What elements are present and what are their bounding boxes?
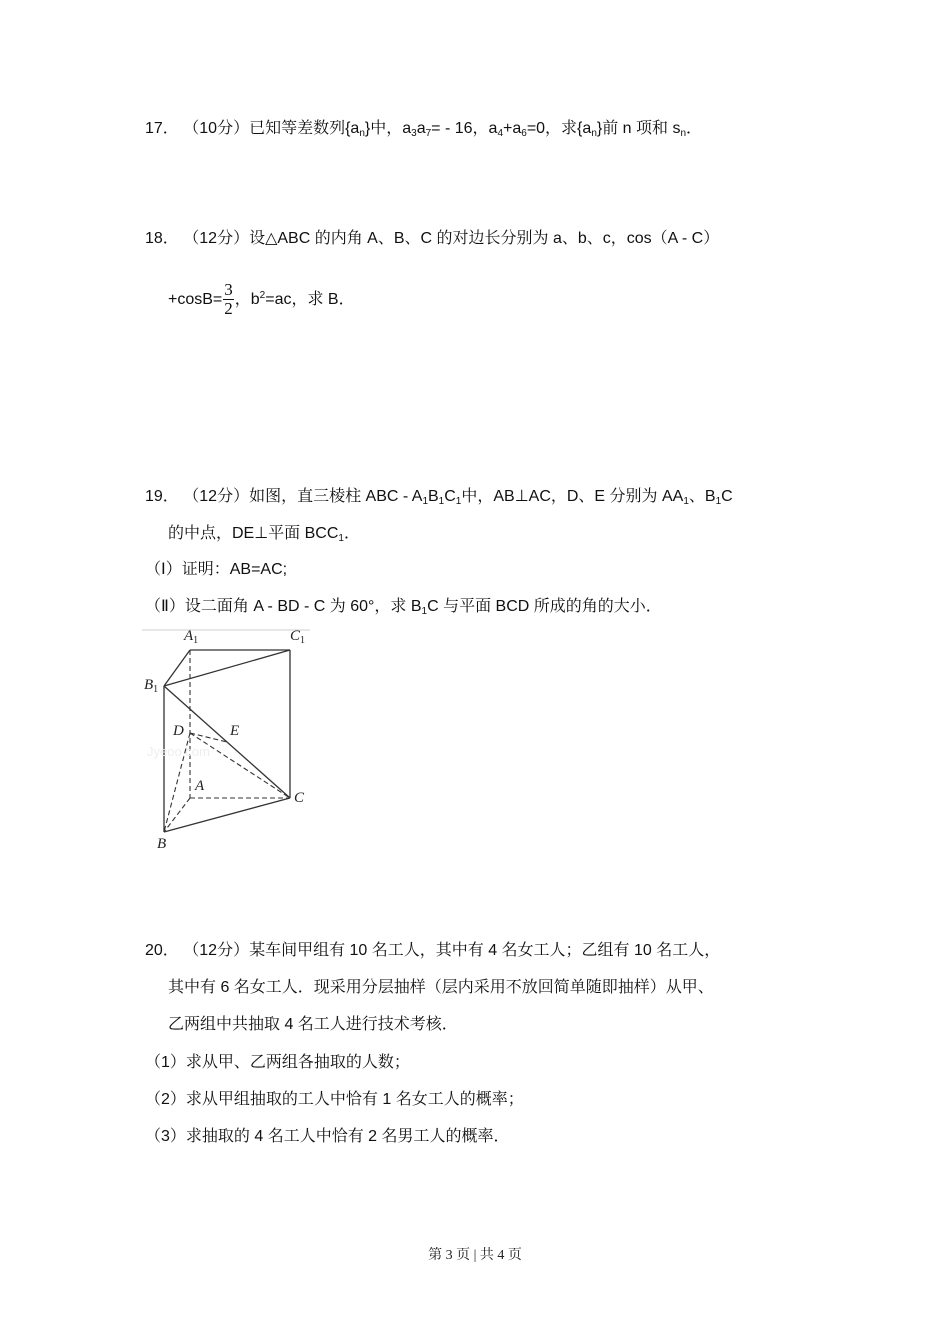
question-19-line-2: 的中点，DE⊥平面 $BCC_1$． — [168, 525, 360, 544]
question-20-part-2: （2）求从甲组抽取的工人中恰有 1 名女工人的概率； — [145, 1091, 524, 1108]
question-20-line-2: 其中有 6 名女工人．现采用分层抽样（层内采用不放回简单随即抽样）从甲、 — [168, 979, 714, 996]
question-20-part-1: （1）求从甲、乙两组各抽取的人数； — [145, 1054, 410, 1071]
label-C: C — [294, 790, 305, 806]
page-number: 第 3 页 | 共 4 页 — [428, 1248, 522, 1263]
label-C1: $C_1$ — [290, 628, 306, 646]
prism-diagram — [142, 628, 342, 860]
label-A: A — [195, 778, 205, 794]
question-20-line-1: 20． （12分）某车间甲组有 10 名工人，其中有 4 名女工人；乙组有 10 名工人， — [145, 942, 721, 959]
question-19-line-1: 19． （12分）如图，直三棱柱 ABC - $A_1B_1C_1$中，AB⊥AC，D、E 分别为 $AA_1$、$B_1C$ — [145, 488, 733, 507]
page-footer — [0, 1244, 950, 1264]
svg-text:Jyeoo.com: Jyeoo.com — [147, 744, 210, 759]
question-points: （12分） — [183, 230, 250, 247]
question-20-part-3: （3）求抽取的 4 名工人中恰有 2 名男工人的概率． — [145, 1128, 510, 1145]
label-E: E — [230, 723, 240, 739]
label-D: D — [173, 723, 184, 739]
question-19-part-1: （Ⅰ）证明：AB=AC; — [145, 561, 288, 578]
question-17: 17． （10分）已知等差数列$\{a_n\}$中，$a_3a_7= - 16$，$a_4+a_6=0$，求$\{a_n\}$前 n 项和 $s_n$． — [145, 120, 703, 139]
question-19-part-2: （Ⅱ）设二面角 A - BD - C 为 60°，求 $B_1C$ 与平面 BCD 所成的角的大小． — [145, 598, 662, 617]
question-points: （12分） — [183, 942, 250, 959]
question-number: 20． — [145, 942, 179, 959]
fraction-3-over-2: $\frac{3}{2}$ — [224, 280, 233, 319]
label-A1: $A_1$ — [184, 628, 199, 646]
question-number: 18． — [145, 230, 179, 247]
question-20-line-3: 乙两组中共抽取 4 名工人进行技术考核． — [168, 1016, 458, 1033]
label-B1: $B_1$ — [144, 677, 159, 695]
question-number: 17． — [145, 120, 179, 137]
prism-figure — [142, 628, 342, 860]
question-number: 19． — [145, 488, 179, 505]
question-points: （12分） — [183, 488, 250, 505]
question-points: （10分） — [183, 120, 250, 137]
question-18-line-2: +cosB= $\frac{3}{2}$ ，$b^2=ac$，求 B． — [168, 280, 355, 319]
label-B: B — [157, 836, 167, 852]
question-18-line-1: 18． （12分）设△ABC 的内角 A、B、C 的对边长分别为 a、b、c，cos（A - C） — [145, 230, 720, 247]
